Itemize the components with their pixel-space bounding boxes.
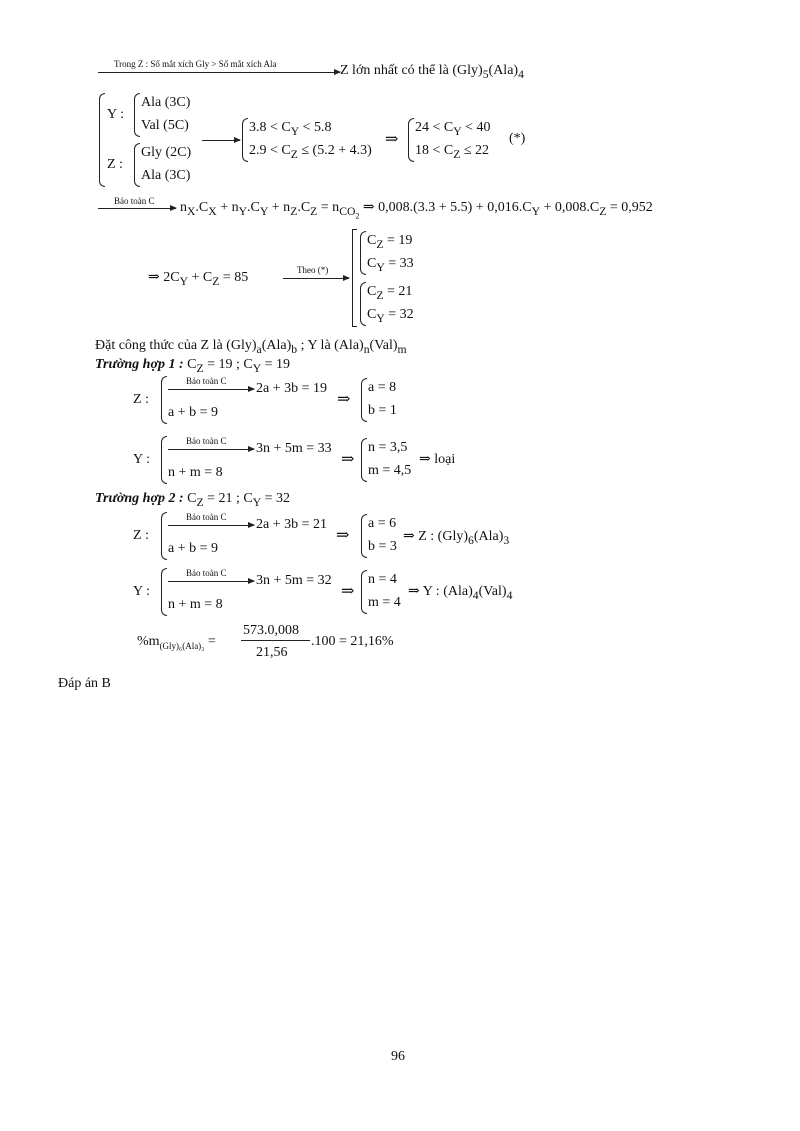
case2-z-res-brace [361,514,367,558]
case1-y-label: Y : [133,452,150,467]
y-label: Y : [107,107,124,122]
case2-y-res-brace [361,570,367,614]
case2-z-implies: ⇒ [336,527,350,544]
star-mark: (*) [509,131,526,146]
outer-brace [99,93,105,187]
case2-z-conclusion: ⇒ Z : $(Gly)_6(Ala)_3$ [403,529,510,547]
z-item-gly: Gly (2C) [141,145,192,160]
case1-z-res2: b = 1 [368,403,397,418]
case1-y-res1: n = 3,5 [368,440,408,455]
ineq-1: $3.8 < C_Y < 5.8$ [249,120,332,138]
case2-y-implies: ⇒ [341,583,355,600]
case2-y-brace [161,568,167,616]
case1-y-arrow-label: Bảo toàn C [186,436,227,446]
ineq-brace [242,118,248,162]
case1-y-brace [161,436,167,484]
solution-2-cy: $C_Y = 32$ [367,307,414,325]
case2-y-eq1: 3n + 5m = 32 [256,573,332,588]
answer-line: Đáp án B [58,676,111,691]
solution-2-brace [360,282,366,326]
case1-z-label: Z : [133,392,149,407]
solution-2-cz: $C_Z = 21$ [367,284,413,302]
fraction-bar [241,640,310,641]
case1-y-conclusion: ⇒ loại [419,452,456,467]
case2-y-conclusion: ⇒ Y : $(Ala)_4(Val)_4$ [408,584,513,602]
ineq-2: $2.9 < C_Z \le (5.2 + 4.3)$ [249,143,372,161]
case1-y-res2: m = 4,5 [368,463,412,478]
case1-z-res-brace [361,378,367,422]
case2-z-arrow [168,525,254,526]
formula-definition: Đặt công thức của Z là $(Gly)_a(Ala)_b$ ; Y là $(Ala)_n(Val)_m$ [95,338,407,356]
case2-y-res1: n = 4 [368,572,397,587]
case2-z-arrow-label: Bảo toàn C [186,512,227,522]
z-label: Z : [107,157,123,172]
percent-denominator: 21,56 [256,645,288,660]
case2-z-brace [161,512,167,560]
line1-text: Z lớn nhất có thể là $(Gly)_5(Ala)_4$ [340,63,524,81]
arrow-label-2: Bảo toàn C [114,196,155,206]
case1-y-res-brace [361,438,367,482]
case2-z-res2: b = 3 [368,539,397,554]
case2-heading: Trường hợp 2 : $C_Z = 21$ ; $C_Y = 32$ [95,491,291,509]
case2-y-eq2: n + m = 8 [168,597,223,612]
case1-z-brace [161,376,167,424]
arrow-3 [98,208,176,209]
case1-z-arrow-label: Bảo toàn C [186,376,227,386]
case2-z-eq1: 2a + 3b = 21 [256,517,328,532]
arrow-label-1: Trong Z : Số mắt xích Gly > Số mắt xích Ala [114,59,277,69]
range-2: $18 < C_Z \le 22$ [415,143,490,161]
case2-y-arrow-label: Bảo toàn C [186,568,227,578]
case1-y-implies: ⇒ [341,451,355,468]
arrow-1 [98,72,340,73]
conservation-equation: $n_X.C_X + n_Y.C_Y + n_Z.C_Z = n_{CO_2}$ ⇒ $0,008.(3.3 + 5.5) + 0,016.C_Y + 0,008.C_Z = 0,952$ [180,200,653,221]
range-1: $24 < C_Y < 40$ [415,120,491,138]
case1-y-eq2: n + m = 8 [168,465,223,480]
case1-z-res1: a = 8 [368,380,397,395]
case2-y-arrow [168,581,254,582]
case2-y-label: Y : [133,584,150,599]
arrow-2 [202,140,240,141]
y-item-ala: Ala (3C) [141,95,191,110]
y-item-val: Val (5C) [141,118,189,133]
page-number: 96 [391,1049,405,1064]
case1-z-eq2: a + b = 9 [168,405,219,420]
case1-z-arrow [168,389,254,390]
solution-1-cy: $C_Y = 33$ [367,256,414,274]
arrow-4 [283,278,349,279]
arrow-label-3: Theo (*) [297,265,329,275]
solution-1-brace [360,231,366,275]
solutions-bracket [352,229,357,327]
case2-z-res1: a = 6 [368,516,397,531]
solution-1-cz: $C_Z = 19$ [367,233,413,251]
case1-z-implies: ⇒ [337,391,351,408]
percent-result: .100 = 21,16% [311,634,394,649]
case1-y-arrow [168,449,254,450]
case1-z-eq1: 2a + 3b = 19 [256,381,328,396]
sum-equation: ⇒ $2C_Y + C_Z = 85$ [148,270,249,288]
case1-y-eq1: 3n + 5m = 33 [256,441,332,456]
case1-heading: Trường hợp 1 : $C_Z = 19$ ; $C_Y = 19$ [95,357,291,375]
case2-z-eq2: a + b = 9 [168,541,219,556]
implies-1: ⇒ [385,131,399,148]
percent-numerator: 573.0,008 [243,623,299,638]
case2-y-res2: m = 4 [368,595,401,610]
percent-lhs: $\%m_{(Gly)_6(Ala)_3}$ = [137,634,216,651]
y-brace [134,93,140,137]
case2-z-label: Z : [133,528,149,543]
z-brace [134,143,140,187]
range-brace [408,118,414,162]
z-item-ala: Ala (3C) [141,168,191,183]
